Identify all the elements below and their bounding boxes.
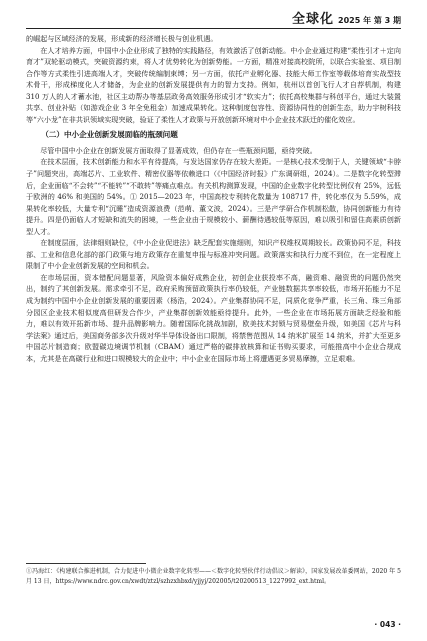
page-number: · 043 · — [374, 620, 401, 629]
journal-name: 全球化 — [292, 12, 335, 27]
footnote: ①冯海红：《构建联合推进机制，合力促进中小微企业数字化转型——＜数字化转型伙伴行动倡议＞解读》，国家发展改革委网站，2020 年 5 月 13 日，https://www.ndrc.gov.cn/xwdt/ztzl/szhzxhbxd/yjjyj/202005/t20200513_1227992_ext.html。 — [26, 568, 401, 585]
paragraph-intro: 尽管中国中小企业在创新发展方面取得了显著成效，但仍存在一些瓶颈问题，亟待突破。 — [40, 145, 317, 155]
paragraph-institution: 在制度层面，法律细则缺位，《中小企业促进法》缺乏配套实施细则，知识产权维权周期较长。政策协同不足，科技部、工业和信息化部的部门政策与地方政策存在重复申报与标准冲突问题。政策落实和执行力度不到位，在一定程度上限制了中小企业创新发展的空间和机会。 — [26, 238, 401, 271]
paragraph-market: 在市场层面，资本错配问题显著，风险资本偏好成熟企业，初创企业获投率不高，融资难、融资贵的问题仍然突出，制约了其创新发展。需求牵引不足，政府采购预留政策执行率仍较低，产业链数据共享率较低，市场开拓能力不足成为制约中国中小企业创新发展的重要因素（杨浩，2024）。产业集群协同不足，同质化竞争严重，长三角、珠三角部分园区企业技术相似度高但研发合作少，产业集群创新效能亟待提升。此外，一些企业在市场拓展方面缺乏经验和能力，难以有效开拓新市场、提升品牌影响力。随着国际化挑战加剧，欧美技术封锁与贸易壁垒升级，如美国《芯片与科学法案》通过后，美国商务部多次升级对华半导体设备出口限制，将禁售范围从 14 纳米扩展至 14 纳米，并扩大至更多中国芯片制造商；欧盟碳边境调节机制（CBAM）通过严格的碳排放核算和证书购买要求，可能推高中小企业合规成本，尤其是在高碳行业和进口规模较大的企业中；中小企业在国际市场上将遭遇更多贸易摩擦，立足艰难。 — [26, 272, 401, 363]
journal-brand — [292, 8, 401, 27]
paragraph-continuation: 的崛起与区域经济的发展，形成新的经济增长极与创业机遇。 — [26, 34, 218, 43]
article-body — [26, 33, 401, 364]
page-header — [26, 6, 401, 29]
paragraph-technology: 在技术层面，技术创新能力和水平有待提高，与发达国家仍存在较大差距。一是核心技术受制于人，关键领域“卡脖子”问题突出，高端芯片、工业软件、精密仪器等依赖进口（《中国经济时报》广东调研组，2024）。二是数字化转型滞后，企业面临“不会转”“不能转”“不敢转”等痛点难点。有关机构测算发现，中国的企业数字化转型比例仅有 25%，远低于欧洲的 46% 和美国的 54%。① 2015—2023 年，中国高校专利转化数量为 108717 件，转化率仅为 5.59%，成果转化率较低，大量专利“沉睡”造成资源浪费（范萌、董文波，2024）。三是产学研合作机制松散，协同创新能力有待提升。四是仍面临人才短缺和流失的困境，一些企业由于规模较小、薪酬待遇较低等原因，难以吸引和留住高素质创新型人才。 — [26, 157, 401, 236]
paragraph-talent: 在人才培养方面，中国中小企业形成了独特的实践路径，有效激活了创新动能。中小企业通过构建“柔性引才＋定向育才”双轮驱动模式，突破资源约束，将人才优势转化为创新势能。一方面，精准对接高校院所，以联合实验室、项目制合作等方式柔性引进高端人才，突破传统编制束缚；另一方面，依托产业孵化器、技能大师工作室等载体培育实战型技术骨干，形成梯度化人才储备，为企业的创新发展提供有力的智力支持。例如，杭州以首创飞行人才自荐机制，构建 310 万人的人才蓄水池，社区主动帮办等基层政务高效服务形成引才“软实力”；依托高校集群与科创平台，通过大装置共享、创业补贴（如游戏企业 3 年全免租金）加速成果转化。这种制度包容性、资源协同性的创新生态，助力宇树科技等“六小龙”在非共识领域实现突破，验证了柔性人才政策与开放创新环境对中小企业技术跃迁的催化效应。 — [26, 45, 401, 124]
section-heading: （二）中小企业创新发展面临的瓶颈问题 — [41, 130, 178, 140]
footnote-divider — [26, 563, 146, 564]
journal-issue: 2025 年 第 3 期 — [338, 16, 401, 25]
